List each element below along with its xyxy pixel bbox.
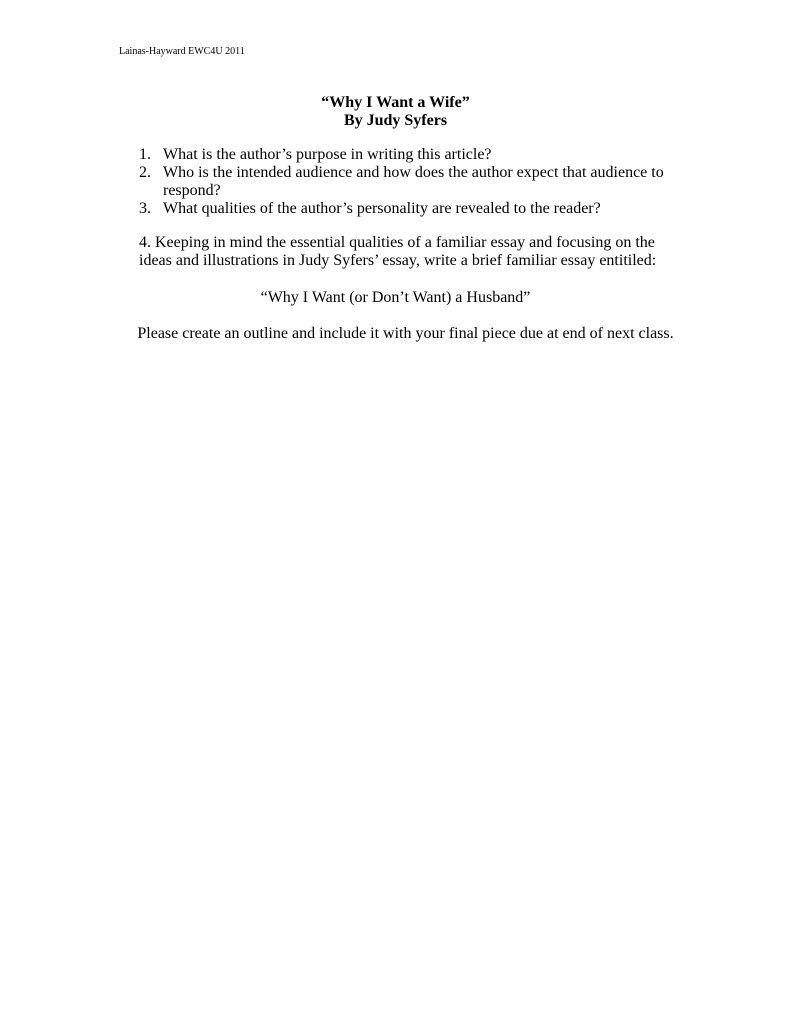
title-line: “Why I Want a Wife” <box>321 94 470 111</box>
instructions: Please create an outline and include it with your final piece due at end of next class. <box>137 325 674 342</box>
question-item <box>139 146 679 164</box>
question-item <box>139 200 679 218</box>
header-note: Lainas-Hayward EWC4U 2011 <box>119 46 245 57</box>
question-list <box>139 146 679 218</box>
author-line: By Judy Syfers <box>343 112 448 129</box>
question-text: What qualities of the author’s personality are revealed to the reader? <box>163 200 601 217</box>
essay-title: “Why I Want (or Don’t Want) a Husband” <box>260 289 531 306</box>
document-title <box>0 94 791 130</box>
question-text: What is the author’s purpose in writing this article? <box>163 146 492 163</box>
question-number: 2. <box>139 164 151 181</box>
question-number: 1. <box>139 146 151 163</box>
question-number: 3. <box>139 200 151 217</box>
question-item <box>139 164 679 200</box>
essay-task: 4. Keeping in mind the essential qualities of a familiar essay and focusing on the ideas and illustrations in Judy Syfers’ essay, write a brief familiar essay entitiled: <box>139 234 657 269</box>
question-text: Who is the intended audience and how does the author expect that audience to respond? <box>163 164 664 199</box>
